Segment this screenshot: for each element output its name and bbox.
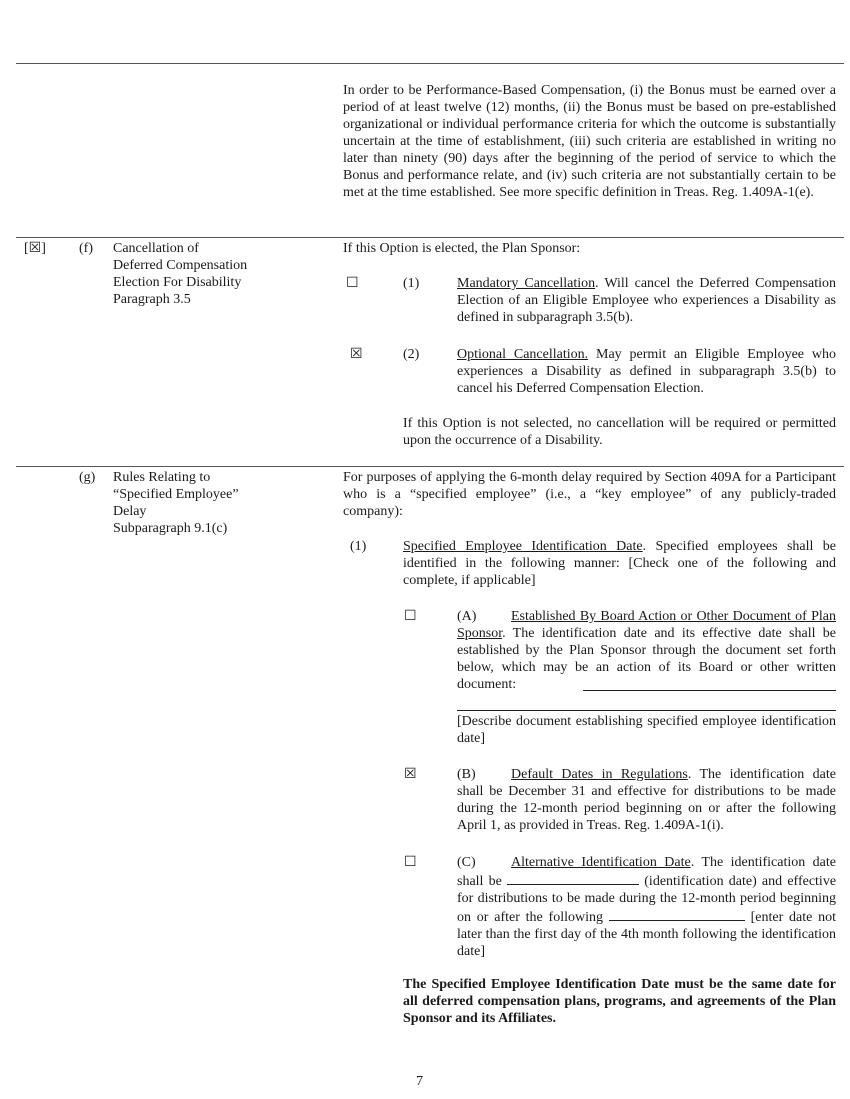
option-2-body: May permit an Eligible Employee who experiences a Disability as defined in subparagraph 3.5(b) to cancel his Deferred Compensation Election. bbox=[457, 347, 836, 396]
section-f-title bbox=[113, 240, 333, 308]
option-b-text bbox=[457, 766, 836, 834]
page-number: 7 bbox=[416, 1074, 423, 1089]
option-2-text bbox=[457, 346, 836, 397]
item-1-text bbox=[403, 538, 836, 589]
option-a-letter: (A) bbox=[457, 609, 477, 624]
top-rule bbox=[16, 63, 844, 64]
identification-date-field[interactable] bbox=[507, 871, 639, 885]
section-f-letter: (f) bbox=[79, 241, 93, 256]
option-1-number: (1) bbox=[403, 276, 420, 291]
option-a-document-field-line-2[interactable] bbox=[457, 710, 836, 711]
option-a-title: Established By Board Action or Other Document of Plan Sponsor bbox=[457, 609, 836, 641]
option-c-title: Alternative Identification Date bbox=[511, 855, 691, 870]
option-a-document-field[interactable] bbox=[583, 677, 836, 691]
option-1-body: . Will cancel the Deferred Compensation Election of an Eligible Employee who experiences a Disability as defined in subparagraph 3.5(b). bbox=[457, 276, 836, 325]
performance-based-compensation-paragraph: In order to be Performance-Based Compensation, (i) the Bonus must be earned over a period of at least twelve (12) months, (ii) the Bonus must be based on pre-established organizational or individual performance criteria for which the outcome is substantially uncertain at the time of establishment, (iii) such criteria are established in writing no later than ninety (90) days after the beginning of the period of service to which the Bonus and performance relate, and (iv) such criteria are not substantially certain to be met at the time established. See more specific definition in Treas. Reg. 1.409A-1(e). bbox=[343, 83, 836, 200]
option-b-checkbox[interactable]: ☒ bbox=[404, 766, 417, 782]
option-b-letter: (B) bbox=[457, 767, 476, 782]
option-b-title: Default Dates in Regulations bbox=[511, 767, 688, 782]
section-g-title-line: Delay bbox=[113, 504, 147, 519]
section-f-lead: If this Option is elected, the Plan Sponsor: bbox=[343, 241, 581, 256]
option-2-checkbox[interactable]: ☒ bbox=[350, 346, 363, 362]
section-f-note: If this Option is not selected, no cancellation will be required or permitted upon the occurrence of a Disability. bbox=[403, 416, 836, 448]
section-f-title-line: Deferred Compensation bbox=[113, 258, 248, 273]
option-c-body-3: [enter date not later than the first day of the 4th month following the identification date] bbox=[457, 910, 837, 959]
option-1-checkbox[interactable]: ☐ bbox=[346, 275, 359, 291]
section-g-title-line: Rules Relating to bbox=[113, 470, 211, 485]
option-a-describe: [Describe document establishing specified employee identification date] bbox=[457, 714, 836, 746]
section-f-title-line: Paragraph 3.5 bbox=[113, 292, 191, 307]
option-c-text bbox=[457, 854, 836, 960]
option-2-number: (2) bbox=[403, 347, 420, 362]
option-a-checkbox[interactable]: ☐ bbox=[404, 608, 417, 624]
section-f-rule bbox=[16, 237, 844, 238]
option-c-body-1: . The identification date shall be bbox=[457, 855, 836, 889]
effective-date-field[interactable] bbox=[609, 907, 745, 921]
option-2-title: Optional Cancellation. bbox=[457, 347, 589, 362]
option-a-body: . The identification date and its effective date shall be established by the Plan Sponsor through the document set forth below, which may be an action of its Board or other written document: bbox=[457, 626, 836, 692]
section-g-rule bbox=[16, 466, 844, 467]
option-c-body-2: (identification date) and effective for distributions to be made during the 12-month period beginning on or after the following bbox=[457, 874, 837, 925]
identification-date-note: The Specified Employee Identification Date must be the same date for all deferred compensation plans, programs, and agreements of the Plan Sponsor and its Affiliates. bbox=[403, 977, 836, 1026]
option-c-checkbox[interactable]: ☐ bbox=[404, 854, 417, 870]
option-1-title: Mandatory Cancellation bbox=[457, 276, 596, 291]
item-1-title: Specified Employee Identification Date bbox=[403, 539, 643, 554]
option-c-letter: (C) bbox=[457, 855, 476, 870]
item-1-body: . Specified employees shall be identified in the following manner: [Check one of the following and complete, if applicable] bbox=[403, 539, 836, 588]
option-1-text bbox=[457, 275, 836, 326]
section-g-letter: (g) bbox=[79, 470, 96, 485]
item-1-number: (1) bbox=[350, 539, 367, 554]
section-f-title-line: Cancellation of bbox=[113, 241, 199, 256]
section-g-title bbox=[113, 469, 333, 537]
option-b-body: . The identification date shall be December 31 and effective for distributions to be made during the 12-month period beginning on or after the following April 1, as provided in Treas. Reg. 1.409A-1(i). bbox=[457, 767, 836, 833]
section-g-lead: For purposes of applying the 6-month delay required by Section 409A for a Participant who is a “specified employee” (i.e., a “key employee” of any publicly-traded company): bbox=[343, 470, 836, 519]
section-f-title-line: Election For Disability bbox=[113, 275, 242, 290]
section-g-title-line: Subparagraph 9.1(c) bbox=[113, 521, 228, 536]
section-g-title-line: “Specified Employee” bbox=[113, 487, 239, 502]
section-f-checkbox[interactable]: [☒] bbox=[24, 241, 46, 256]
